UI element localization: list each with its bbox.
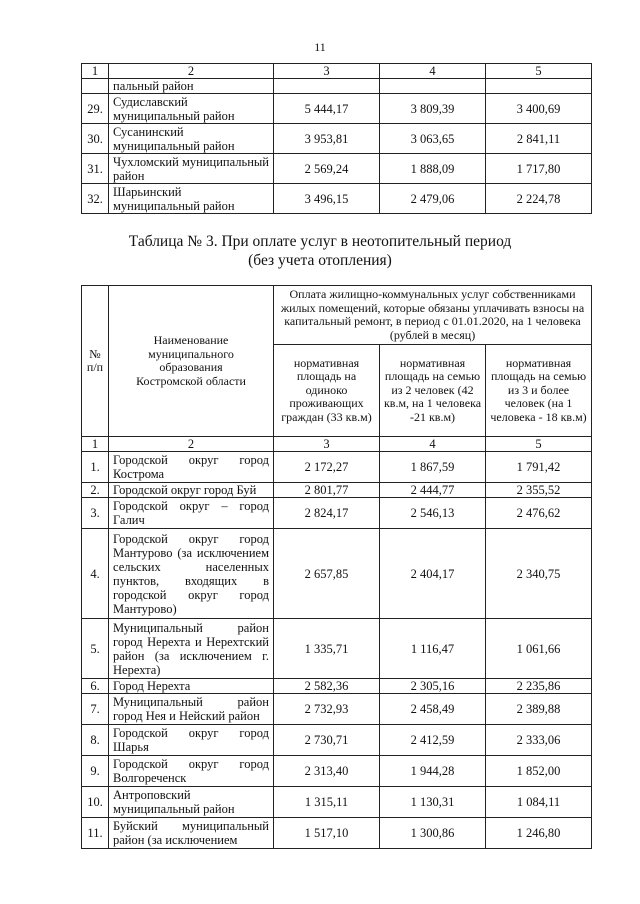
row-number: 6. [82,679,109,694]
header-family-3: нормативная площадь на семью из 3 и более человек (на 1 человека - 18 кв.м) [486,345,592,437]
column-number: 5 [486,64,592,79]
column-number: 4 [380,64,486,79]
value-family-2: 2 404,17 [380,529,486,619]
column-number-row [82,64,592,79]
table-row [82,452,592,483]
value-single: 5 444,17 [274,94,380,124]
district-name: Буйский муниципальный район (за исключением [109,818,274,849]
table-caption [0,232,640,270]
value-family-2: 2 444,77 [380,483,486,498]
row-number: 2. [82,483,109,498]
tariff-table [81,285,592,849]
value-family-2: 1 116,47 [380,619,486,679]
value-family-3: 1 791,42 [486,452,592,483]
value-family-2: 2 305,16 [380,679,486,694]
header-family-2: нормативная площадь на семью из 2 человек (42 кв.м, на 1 человека -21 кв.м) [380,345,486,437]
row-number: 11. [82,818,109,849]
district-name: Городской округ город Мантурово (за исключением сельских населенных пунктов, входящих в городской округ город Мантурово) [109,529,274,619]
row-number: 1. [82,452,109,483]
row-number: 7. [82,694,109,725]
column-number: 5 [486,437,592,452]
value-single: 2 732,93 [274,694,380,725]
table-row [82,498,592,529]
value-family-2: 2 546,13 [380,498,486,529]
column-number: 3 [274,64,380,79]
row-number: 30. [82,124,109,154]
row-number: 29. [82,94,109,124]
value-family-2: 2 458,49 [380,694,486,725]
district-name: Чухломский муниципальный район [109,154,274,184]
row-number: 4. [82,529,109,619]
header-name: Наименование муниципального образования Костромской области [109,286,274,437]
header-group: Оплата жилищно-коммунальных услуг собственниками жилых помещений, которые обязаны уплачивать взносы на капитальный ремонт, в период с 01.01.2020, на 1 человека (рублей в месяц) [274,286,592,345]
value-single: 3 496,15 [274,184,380,214]
column-number: 3 [274,437,380,452]
value-single: 3 953,81 [274,124,380,154]
value-family-2: 1 888,09 [380,154,486,184]
row-number: 31. [82,154,109,184]
district-name: Сусанинский муниципальный район [109,124,274,154]
header-single: нормативная площадь на одиноко проживающих граждан (33 кв.м) [274,345,380,437]
table-row [82,94,592,124]
value-family-3: 1 246,80 [486,818,592,849]
value-single: 2 313,40 [274,756,380,787]
district-name: Судиславский муниципальный район [109,94,274,124]
column-number: 1 [82,64,109,79]
continued-name: пальный район [109,79,274,94]
value-single: 1 517,10 [274,818,380,849]
value-family-3: 1 717,80 [486,154,592,184]
caption-subtitle: (без учета отопления) [248,252,392,269]
row-number: 8. [82,725,109,756]
column-number: 1 [82,437,109,452]
value-single: 2 172,27 [274,452,380,483]
table-row [82,79,592,94]
table-row [82,619,592,679]
page-number: 11 [314,40,326,54]
value-family-3: 1 084,11 [486,787,592,818]
value-family-2: 2 479,06 [380,184,486,214]
table-row [82,483,592,498]
row-number: 3. [82,498,109,529]
value-family-3: 2 340,75 [486,529,592,619]
value-single: 2 582,36 [274,679,380,694]
value-family-3: 2 333,06 [486,725,592,756]
district-name: Шарьинский муниципальный район [109,184,274,214]
table-row [82,694,592,725]
value-family-3: 2 476,62 [486,498,592,529]
district-name: Городской округ город Шарья [109,725,274,756]
district-name: Муниципальный район город Нея и Нейский район [109,694,274,725]
table-row [82,124,592,154]
value-family-2: 1 130,31 [380,787,486,818]
continued-table [81,63,592,214]
value-family-3: 2 389,88 [486,694,592,725]
value-family-2: 3 809,39 [380,94,486,124]
header-number: № п/п [82,286,109,437]
table-row [82,756,592,787]
value-single: 2 801,77 [274,483,380,498]
column-number: 4 [380,437,486,452]
district-name: Антроповский муниципальный район [109,787,274,818]
column-number: 2 [109,437,274,452]
row-number: 10. [82,787,109,818]
value-family-2: 1 867,59 [380,452,486,483]
table-row [82,787,592,818]
district-name: Городской округ – город Галич [109,498,274,529]
value-family-2: 1 944,28 [380,756,486,787]
value-family-3: 2 841,11 [486,124,592,154]
value-family-3: 1 852,00 [486,756,592,787]
table-row [82,184,592,214]
row-number: 5. [82,619,109,679]
district-name: Городской округ город Волгореченск [109,756,274,787]
value-family-3: 2 235,86 [486,679,592,694]
column-number: 2 [109,64,274,79]
value-family-3: 3 400,69 [486,94,592,124]
district-name: Город Нерехта [109,679,274,694]
district-name: Муниципальный район город Нерехта и Нерехтский район (за исключением г. Нерехта) [109,619,274,679]
value-family-3: 1 061,66 [486,619,592,679]
value-single: 2 824,17 [274,498,380,529]
value-family-3: 2 224,78 [486,184,592,214]
caption-title: Таблица № 3. При оплате услуг в неотопительный период [128,233,512,250]
row-number: 32. [82,184,109,214]
value-single: 1 315,11 [274,787,380,818]
value-family-2: 3 063,65 [380,124,486,154]
table-row [82,679,592,694]
value-single: 2 657,85 [274,529,380,619]
value-family-2: 1 300,86 [380,818,486,849]
table-row [82,818,592,849]
district-name: Городской округ город Буй [109,483,274,498]
header-row [82,286,592,345]
table-row [82,529,592,619]
row-number: 9. [82,756,109,787]
value-single: 2 569,24 [274,154,380,184]
district-name: Городской округ город Кострома [109,452,274,483]
table-row [82,154,592,184]
column-number-row [82,437,592,452]
value-single: 1 335,71 [274,619,380,679]
table-row [82,725,592,756]
value-single: 2 730,71 [274,725,380,756]
value-family-3: 2 355,52 [486,483,592,498]
value-family-2: 2 412,59 [380,725,486,756]
